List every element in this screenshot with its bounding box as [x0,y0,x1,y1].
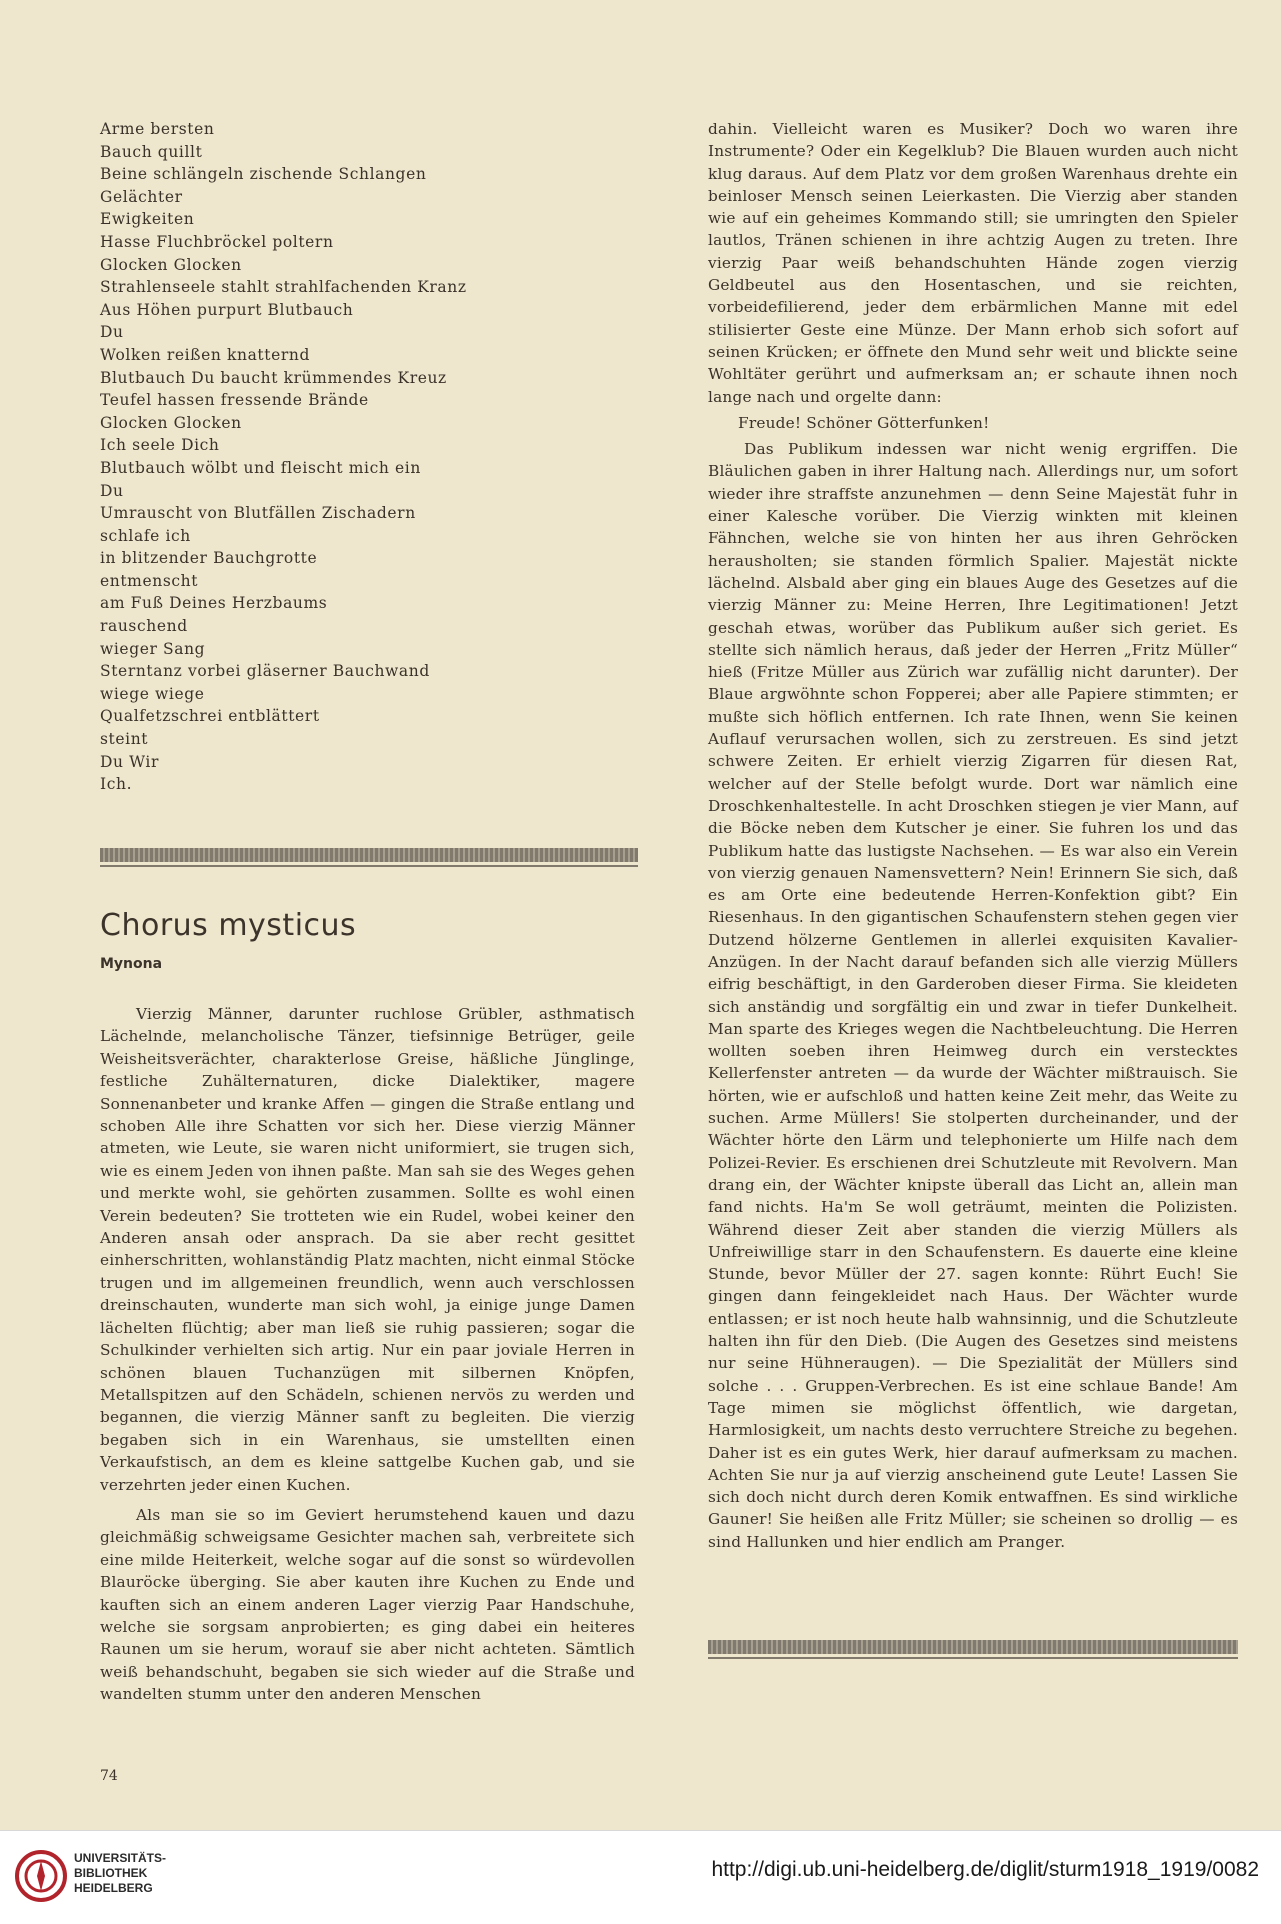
paragraph: Als man sie so im Geviert herumstehend kauen und dazu gleichmäßig schweigsame Gesichter machen sah, verbreitete sich eine milde Heiterkeit, welche sogar auf die sonst so würdevollen Blauröcke überging. Sie aber kauten ihre Kuchen zu Ende und kauften sich an einem anderen Lager vierzig Paar Handschuhe, welche sie sorgsam anprobierten; es ging dabei ein heiteres Raunen um sie herum, worauf sie aber nicht achteten. Sämtlich weiß behandschuht, begaben sie sich wieder auf die Straße und wandelten stumm unter den anderen Menschen [100,1505,635,1704]
institution-line: UNIVERSITÄTS- [74,1851,167,1865]
poem-line: Ich. [100,775,133,794]
source-url[interactable]: http://digi.ub.uni-heidelberg.de/diglit/sturm1918_1919/0082 [711,1858,1259,1881]
poem-line: Ich seele Dich [100,436,220,455]
poem-line: in blitzender Bauchgrotte [100,549,318,568]
poem-line: Qualfetzschrei entblättert [100,707,320,726]
poem-line: Blutbauch Du baucht krümmendes Kreuz [100,368,447,387]
poem-line: Bauch quillt [100,142,203,161]
section-divider-right [708,1640,1238,1654]
page-number: 74 [100,1768,118,1784]
poem-line: Gelächter [100,187,183,206]
poem-line: Aus Höhen purpurt Blutbauch [100,300,354,319]
paragraph: Vierzig Männer, darunter ruchlose Grübler, asthmatisch Lächelnde, melancholische Tänzer, tiefsinnige Betrüger, geile Weisheitsverächter, charakterlose Greise, häßliche Jünglinge, festliche Zuhälternaturen, dicke Dialektiker, magere Sonnenanbeter und kranke Affen — gingen die Straße entlang und schoben Alle ihre Schatten vor sich her. Diese vierzig Männer atmeten, wie Leute, sie waren nicht uniformiert, sie trugen sich, wie es einem Jeden von ihnen paßte. Man sah sie des Weges gehen und merkte wohl, sie gehörten zusammen. Sollte es wohl einen Verein bedeuten? Sie trotteten wie ein Rudel, wobei keiner den Anderen ansah oder ansprach. Da sie aber recht gesittet einherschritten, wohlanständig Platz machten, nicht einmal Stöcke trugen und im allgemeinen freundlich, wenn auch verschlossen dreinschauten, wunderte man sich wohl, ja einige junge Damen lächelten flüchtig; aber man ließ sie ruhig passieren; sogar die Schulkinder verhielten sich artig. Nur ein paar joviale Herren in schönen blauen Tuchanzügen mit silbernen Knöpfen, Metallspitzen auf den Schädeln, schienen nervös zu werden und begannen, die vierzig Männer sanft zu begleiten. Die vierzig begaben sich in ein Warenhaus, sie umstellten einen Verkaufstisch, an dem es kleine sattgelbe Kuchen gab, und sie verzehrten jeder einen Kuchen. [100,1005,636,1494]
poem-line: Du Wir [100,752,159,771]
article-title: Chorus mysticus [100,908,357,943]
paragraph: dahin. Vielleicht waren es Musiker? Doch wo waren ihre Instrumente? Oder ein Kegelklub? Die Blauen wurden auch nicht klug daraus. Auf dem Platz vor dem großen Warenhaus drehte ein beinloser Mensch seinen Leierkasten. Die Vierzig aber standen wie auf ein geheimes Kommando still; sie umringten den Spieler lautlos, Tränen schienen in ihre achtzig Augen zu treten. Ihre vierzig Paar weiß behandschuhten Hände zogen vierzig Geldbeutel aus den Hosentaschen, und sie reichten, vorbeidefilierend, jeder dem erbärmlichen Manne mit edel stilisierter Geste eine Münze. Der Mann erhob sich sofort auf seinen Krücken; er öffnete den Mund sehr weit und blickte seine Wohltäter gerührt und aufmerksam an; er schaute ihnen noch lange nach und orgelte dann: [708,120,1238,406]
poem-line: Du [100,323,124,342]
poem-line: wieger Sang [100,639,206,658]
article-column-right [708,118,1238,1553]
poem-line: Glocken Glocken [100,255,242,274]
poem-line: rauschend [100,617,188,636]
poem-line: Arme bersten [100,120,215,138]
section-divider-left [100,848,638,862]
university-seal-icon [14,1849,68,1903]
poem-line: Strahlenseele stahlt strahlfachenden Kranz [100,278,467,297]
article-column-left [100,1003,635,1706]
poem-line: Teufel hassen fressende Brände [100,391,369,410]
institution-line: BIBLIOTHEK [74,1866,148,1880]
poem-line: Umrauscht von Blutfällen Zischadern [100,504,416,523]
poem-line: Wolken reißen knatternd [100,345,310,364]
poem-line: entmenscht [100,571,199,590]
poem-line: schlafe ich [100,526,191,545]
poem-line: Sterntanz vorbei gläserner Bauchwand [100,662,430,681]
institution-name [74,1851,166,1896]
quote-line: Freude! Schöner Götterfunken! [738,413,990,432]
poem-line: Glocken Glocken [100,413,242,432]
institution-line: HEIDELBERG [74,1881,153,1895]
poem-line: Blutbauch wölbt und fleischt mich ein [100,458,421,477]
library-footer [0,1830,1281,1924]
poem-line: Beine schlängeln zischende Schlangen [100,165,427,184]
poem-line: am Fuß Deines Herzbaums [100,594,328,613]
poem-line: Ewigkeiten [100,210,195,229]
poem-block [100,118,520,796]
poem-line: steint [100,730,149,749]
paragraph: Das Publikum indessen war nicht wenig ergriffen. Die Bläulichen gaben in ihrer Haltung nach. Allerdings nur, um sofort wieder ihre straffste anzunehmen — denn Seine Majestät fuhr in einer Kalesche vorüber. Die Vierzig winkten mit kleinen Fähnchen, welche sie von hinten her aus ihren Gehröcken herausholten; sie standen förmlich Spalier. Majestät nickte lächelnd. Alsbald aber ging ein blaues Auge des Gesetzes auf die vierzig Männer zu: Meine Herren, Ihre Legitimationen! Jetzt geschah etwas, worüber das Publikum außer sich geriet. Es stellte sich nämlich heraus, daß jeder der Herren „Fritz Müller“ hieß (Fritze Müller aus Zürich war zufällig nicht darunter). Der Blaue argwöhnte schon Fopperei; aber alle Papiere stimmten; er mußte sich höflich entfernen. Ich rate Ihnen, wenn Sie keinen Auflauf verursachen wollen, sich zu zerstreuen. Es sind jetzt schwere Zeiten. Er erhielt vierzig Zigarren für diesen Rat, welcher auf der Stelle befolgt wurde. Dort war nämlich eine Droschkenhaltestelle. In acht Droschken stiegen je vier Mann, auf die Böcke neben dem Kutscher je einer. Sie fuhren los und das Publikum hatte das lustigste Nachsehen. — Es war also ein Verein von vierzig genauen Namensvettern? Nein! Erinnern Sie sich, daß es am Orte eine bedeutende Herren-Konfektion gibt? Ein Riesenhaus. In den gigantischen Schaufenstern stehen gegen vier Dutzend hölzerne Gentlemen in allerlei exquisiten Kavalier-Anzügen. In der Nacht darauf befanden sich alle vierzig Müllers eifrig beschäftigt, in den Garderoben dieser Firma. Sie kleideten sich anständig und sorgfältig ein und zwar in tiefer Dunkelheit. Man sparte des Krieges wegen die Nachtbeleuchtung. Die Herren wollten soeben ihren Heimweg durch ein verstecktes Kellerfenster antreten — da wurde der Wächter mißtrauisch. Sie hörten, wie er aufschloß und hatten keine Zeit mehr, das Weite zu suchen. Arme Müllers! Sie stolperten durcheinander, und der Wächter hörte den Lärm und telephonierte um Hilfe nach dem Polizei-Revier. Es erschienen drei Schutzleute mit Revolvern. Man drang ein, der Wächter knipste überall das Licht an, allein man fand nichts. Ha'm Se woll geträumt, meinten die Polizisten. Während dieser Zeit aber standen die vierzig Müllers als Unfreiwillige starr in den Schaufenstern. Es dauerte eine kleine Stunde, bevor Müller der 27. sagen konnte: Rührt Euch! Sie gingen dann feingekleidet nach Haus. Der Wächter wurde entlassen; er ist noch heute halb wahnsinnig, und die Schutzleute halten ihn für den Dieb. (Die Augen des Gesetzes sind meistens nur seine Hühneraugen). — Die Spezialität der Müllers sind solche . . . Gruppen-Verbrechen. Es ist eine schlaue Bande! Am Tage mimen sie möglichst öffentlich, wie dargetan, Harmlosigkeit, um nachts desto verruchtere Streiche zu begehen. Daher ist es ein gutes Werk, hier darauf aufmerksam zu machen. Achten Sie nur ja auf vierzig anscheinend gute Leute! Lassen Sie sich doch nicht durch deren Komik entwaffnen. Es sind wirkliche Gauner! Sie heißen alle Fritz Müller; sie scheinen so drollig — es sind Hallunken und hier endlich am Pranger. [708,440,1238,1551]
poem-line: wiege wiege [100,684,205,703]
poem-line: Du [100,481,124,500]
article-author: Mynona [100,956,163,972]
poem-line: Hasse Fluchbröckel poltern [100,232,334,251]
